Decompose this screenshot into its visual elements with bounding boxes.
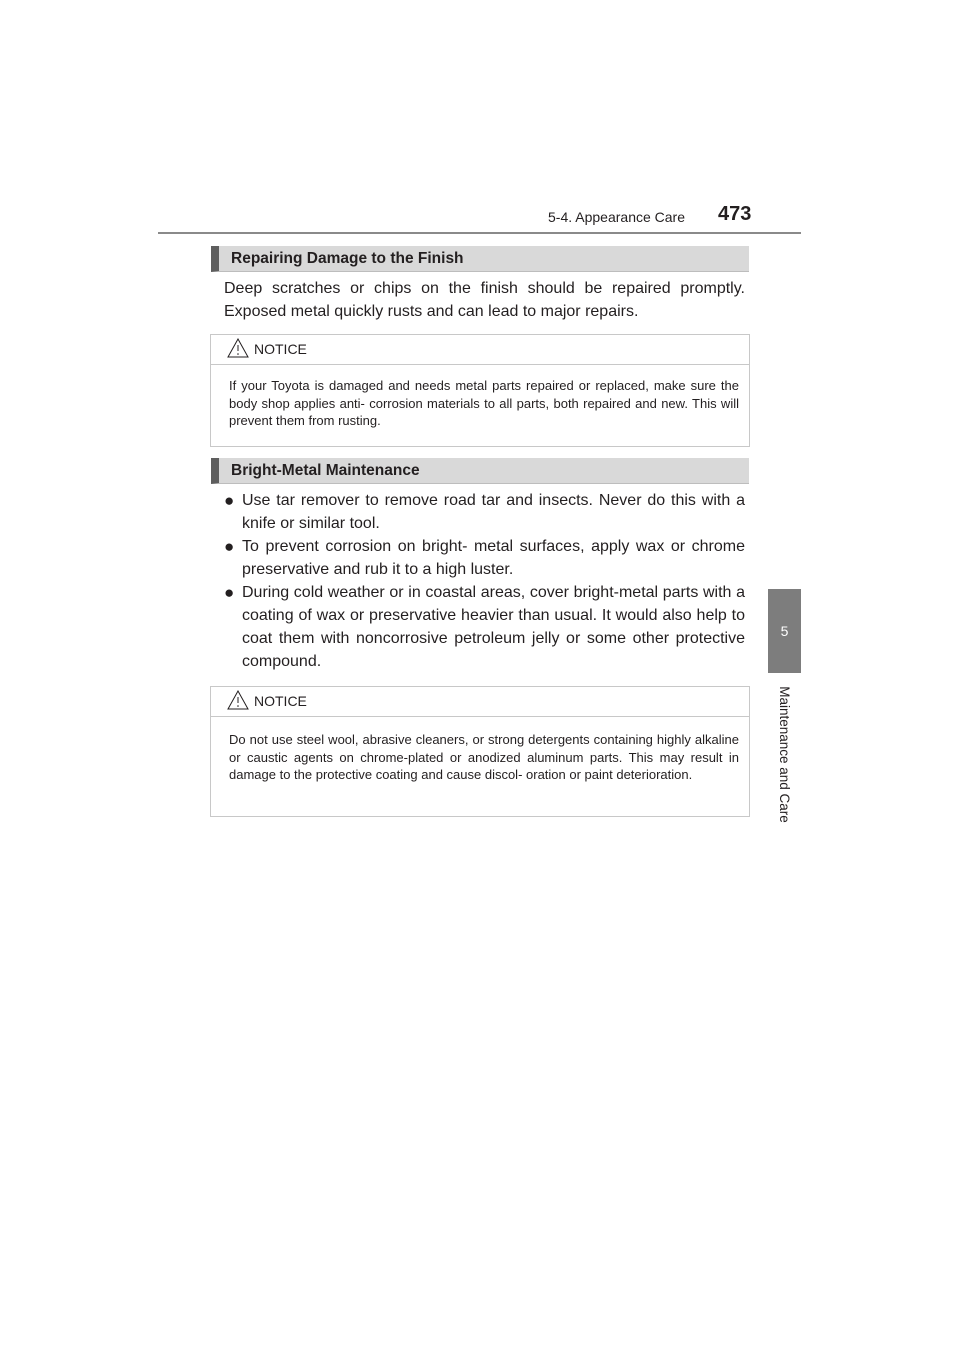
notice-label: NOTICE [254,341,307,357]
section-heading-text: Bright-Metal Maintenance [231,462,420,479]
notice-header [211,687,749,717]
header-section-title: 5-4. Appearance Care [548,209,685,225]
warning-triangle-icon [227,338,249,358]
list-item-text: To prevent corrosion on bright- metal surfaces, apply wax or chrome preservative and rub it to a high luster. [242,538,745,578]
list-item [224,489,745,535]
notice-box-bright-metal [210,686,750,817]
notice-text: If your Toyota is damaged and needs metal parts repaired or replaced, make sure the body shop applies anti- corrosion materials to all parts, both repaired and new. This will prevent them from rusting. [229,378,739,428]
chapter-tab-number: 5 [768,589,801,673]
bullet-list [224,489,745,673]
notice-header [211,335,749,365]
list-item [224,581,745,673]
bullet-icon: ● [224,583,235,602]
notice-text: Do not use steel wool, abrasive cleaners, or strong detergents containing highly alkaline or caustic agents on chrome-plated or anodized aluminum parts. This may result in damage to the protective coating and cause discol- oration or paint deterioration. [229,732,739,782]
notice-label: NOTICE [254,693,307,709]
section-body-repairing: Deep scratches or chips on the finish should be repaired promptly. Exposed metal quickly rusts and can lead to major repairs. [224,280,745,320]
notice-box-repairing [210,334,750,447]
section-heading-text: Repairing Damage to the Finish [231,250,464,267]
page-number: 473 [718,203,752,225]
bullet-icon: ● [224,537,235,556]
chapter-tab-title: Maintenance and Care [777,685,792,823]
header-divider [158,232,801,234]
list-item-text: Use tar remover to remove road tar and insects. Never do this with a knife or similar tool. [242,492,745,532]
section-heading-bright-metal [211,458,749,484]
bullet-icon: ● [224,491,235,510]
list-item [224,535,745,581]
warning-triangle-icon [227,690,249,710]
chapter-tab-label [768,680,801,828]
section-heading-repairing [211,246,749,272]
list-item-text: During cold weather or in coastal areas, cover bright-metal parts with a coating of wax or preservative heavier than usual. It would also help to coat them with noncorrosive petroleum jelly or some other protective compound. [242,584,745,670]
